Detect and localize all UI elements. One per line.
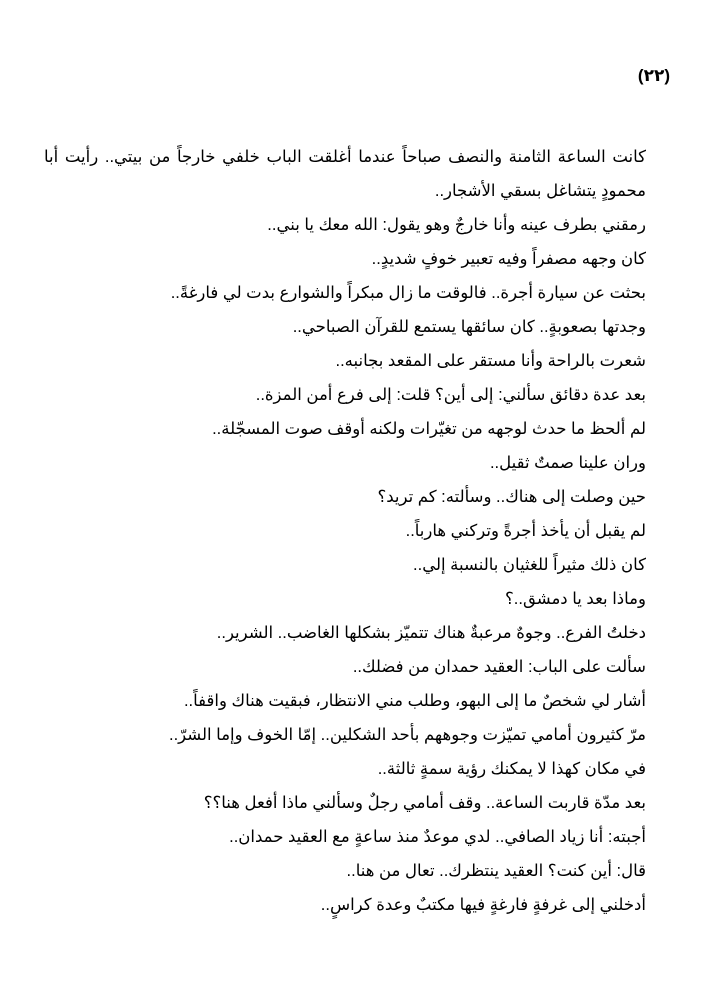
body-text bbox=[44, 140, 646, 922]
paragraph: قال: أين كنت؟ العقيد ينتظرك.. تعال من هنا.. bbox=[346, 862, 646, 880]
paragraph: دخلتُ الفرع.. وجوهٌ مرعبةٌ هناك تتميّز بشكلها الغاضب.. الشرير.. bbox=[216, 624, 646, 642]
paragraph: مرّ كثيرون أمامي تميّزت وجوههم بأحد الشكلين.. إمّا الخوف وإما الشرّ.. bbox=[168, 726, 646, 744]
paragraph: حين وصلت إلى هناك.. وسألته: كم تريد؟ bbox=[377, 488, 646, 506]
paragraph: بعد مدّة قاربت الساعة.. وقف أمامي رجلٌ وسألني ماذا أفعل هنا؟؟ bbox=[203, 794, 646, 812]
paragraph: وران علينا صمتٌ ثقيل.. bbox=[489, 454, 646, 472]
paragraph: أجبته: أنا زياد الصافي.. لدي موعدٌ منذ ساعةٍ مع العقيد حمدان.. bbox=[229, 828, 646, 846]
paragraph: سألت على الباب: العقيد حمدان من فضلك.. bbox=[352, 658, 646, 676]
paragraph: وجدتها بصعوبةٍ.. كان سائقها يستمع للقرآن الصباحي.. bbox=[292, 318, 646, 336]
paragraph: بعد عدة دقائق سألني: إلى أين؟ قلت: إلى فرع أمن المزة.. bbox=[255, 386, 646, 404]
paragraph: لم ألحظ ما حدث لوجهه من تغيّرات ولكنه أوقف صوت المسجّلة.. bbox=[212, 420, 646, 438]
paragraph: كان ذلك مثيراً للغثيان بالنسبة إلي.. bbox=[413, 556, 646, 574]
paragraph: أدخلني إلى غرفةٍ فارغةٍ فيها مكتبٌ وعدة كراسٍ.. bbox=[320, 896, 646, 914]
paragraph: كانت الساعة الثامنة والنصف صباحاً عندما أغلقت الباب خلفي خارجاً من بيتي.. رأيت أبا محمودٍ يتشاغل بسقي الأشجار.. bbox=[44, 148, 646, 200]
paragraph: وماذا بعد يا دمشق..؟ bbox=[505, 590, 646, 608]
paragraph: لم يقبل أن يأخذ أجرةً وتركني هارباً.. bbox=[405, 522, 646, 540]
paragraph: أشار لي شخصٌ ما إلى البهو، وطلب مني الانتظار، فبقيت هناك واقفاً.. bbox=[183, 692, 646, 710]
paragraph: رمقني بطرف عينه وأنا خارجٌ وهو يقول: الله معك يا بني.. bbox=[267, 216, 646, 234]
paragraph: كان وجهه مصفراً وفيه تعبير خوفٍ شديدٍ.. bbox=[371, 250, 646, 268]
paragraph: في مكان كهذا لا يمكنك رؤية سمةٍ ثالثة.. bbox=[377, 760, 646, 778]
paragraph: بحثت عن سيارة أجرة.. فالوقت ما زال مبكراً والشوارع بدت لي فارغةً.. bbox=[170, 284, 646, 302]
paragraph: شعرت بالراحة وأنا مستقر على المقعد بجانبه.. bbox=[335, 352, 646, 370]
page-number: (٢٢) bbox=[637, 66, 670, 85]
